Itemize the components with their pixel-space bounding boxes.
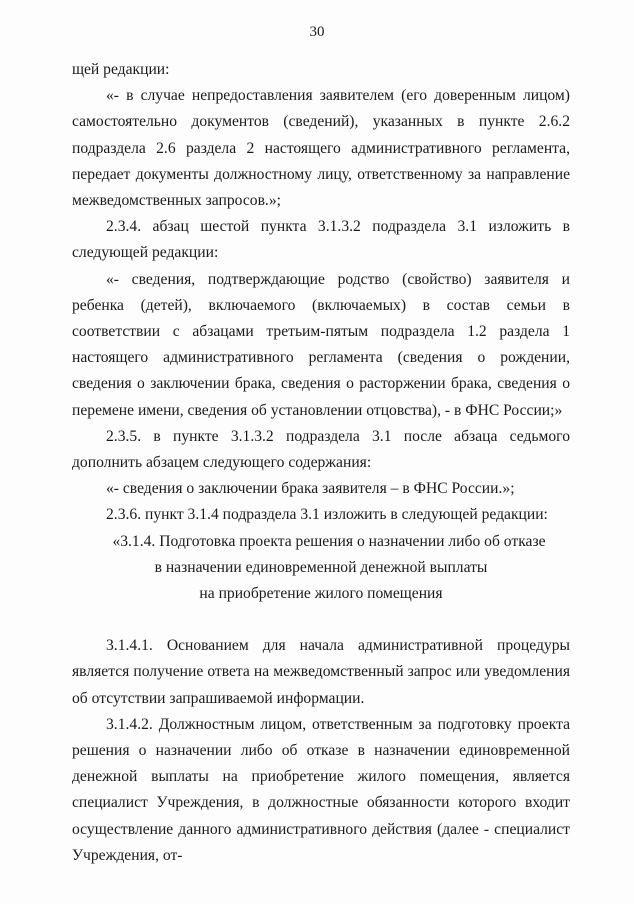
document-body	[72, 57, 570, 869]
paragraph: 2.3.6. пункт 3.1.4 подраздела 3.1 изложить в следующей редакции:	[106, 506, 548, 524]
paragraph: «- сведения, подтверждающие родство (свойство) заявителя и ребенка (детей), включаемого (включаемых) в состав семьи в соответствии с абзацами третьим-пятым подраздела 1.2 раздела 1 настоящего административного регламента (сведения о рождении, сведения о заключении брака, сведения о расторжении брака, сведения о перемене имени, сведения об установлении отцовства), - в ФНС России;»	[72, 270, 570, 419]
paragraph: 2.3.5. в пункте 3.1.3.2 подраздела 3.1 после абзаца седьмого дополнить абзацем следующего содержания:	[72, 427, 570, 472]
blank-line	[72, 607, 570, 633]
paragraph: «- в случае непредоставления заявителем (его доверенным лицом) самостоятельно документов (сведений), указанных в пункте 2.6.2 подраздела 2.6 раздела 2 настоящего административного регламента, передает документы должностному лицу, ответственному за направление межведомственных запросов.»;	[72, 87, 570, 210]
section-heading-line: «3.1.4. Подготовка проекта решения о назначении либо об отказе	[112, 532, 546, 550]
paragraph-continuation: щей редакции:	[72, 61, 170, 78]
paragraph: 3.1.4.2. Должностным лицом, ответственным за подготовку проекта решения о назначении либо об отказе в назначении единовременной денежной выплаты на приобретение жилого помещения, является специалист Учреждения, в должностные обязанности которого входит осуществление данного административного действия (далее - специалист Учреждения, от-	[72, 715, 570, 864]
section-heading-line: на приобретение жилого помещения	[199, 585, 443, 603]
paragraph: 2.3.4. абзац шестой пункта 3.1.3.2 подраздела 3.1 изложить в следующей редакции:	[72, 218, 570, 262]
page-number: 30	[309, 24, 325, 40]
paragraph: 3.1.4.1. Основанием для начала административной процедуры является получение ответа на межведомственный запрос или уведомления об отсутствии запрашиваемой информации.	[72, 637, 570, 707]
paragraph: «- сведения о заключении брака заявителя – в ФНС России.»;	[106, 480, 515, 498]
section-heading-line: в назначении единовременной денежной выплаты	[154, 558, 488, 576]
